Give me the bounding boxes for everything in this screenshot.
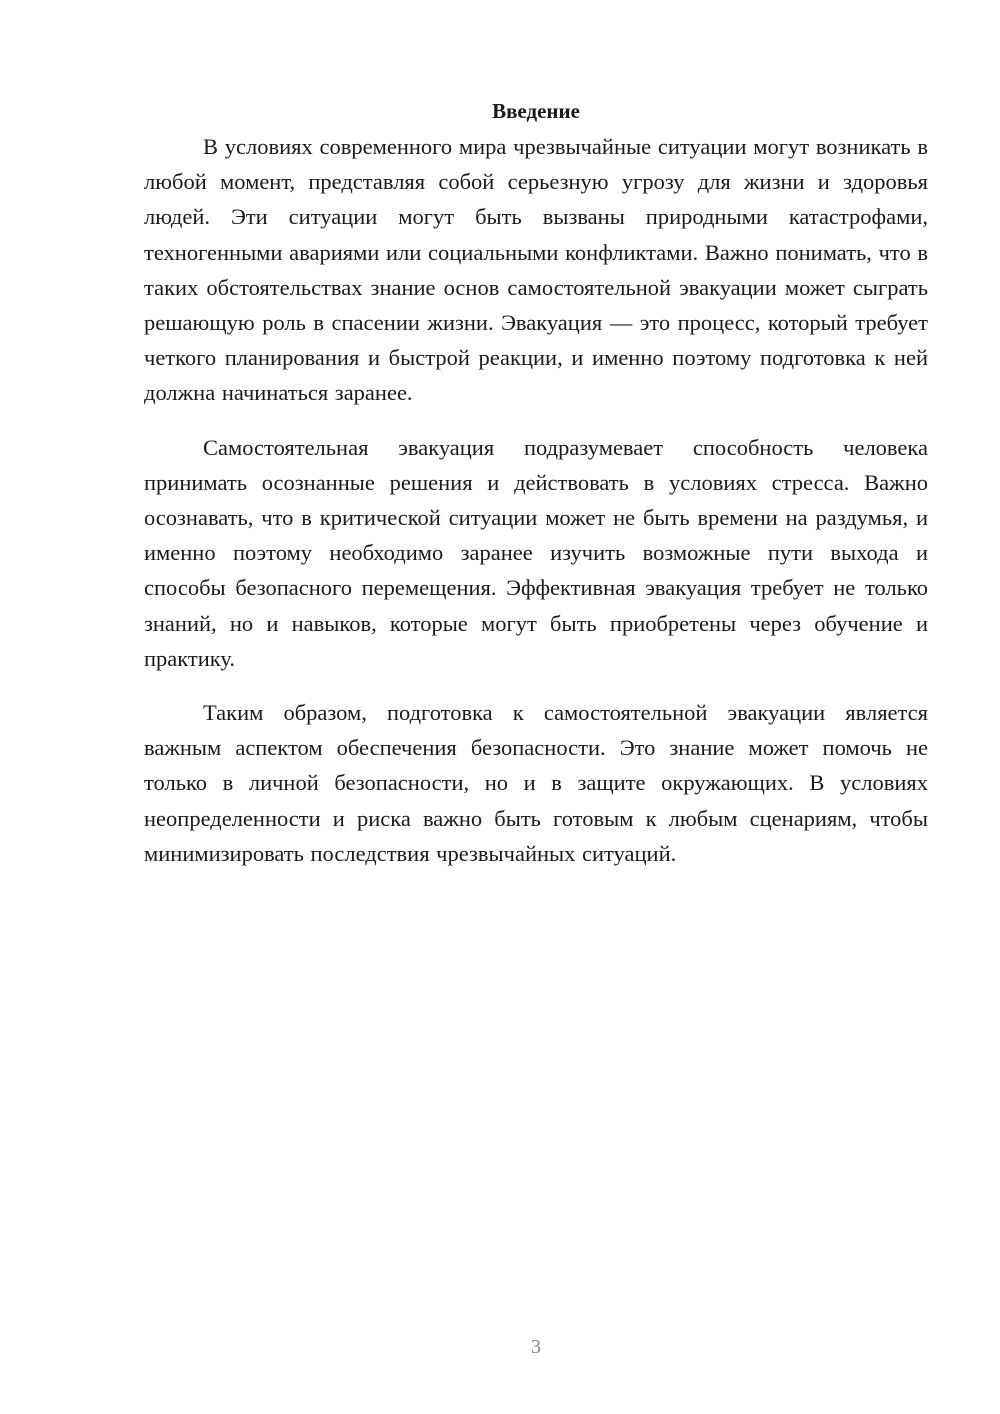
paragraph-3: Таким образом, подготовка к самостоятельной эвакуации является важным аспектом обеспечения безопасности. Это знание может помочь не только в личной безопасности, но и в защите окружающих. В условиях неопределенности и риска важно быть готовым к любым сценариям, чтобы минимизировать последствия чрезвычайных ситуаций. xyxy=(144,700,928,866)
document-body xyxy=(144,94,928,871)
page-number: 3 xyxy=(531,1336,541,1358)
section-heading: Введение xyxy=(492,99,580,123)
paragraph-2: Самостоятельная эвакуация подразумевает способность человека принимать осознанные решения и действовать в условиях стресса. Важно осознавать, что в критической ситуации может не быть времени на раздумья, и именно поэтому необходимо заранее изучить возможные пути выхода и способы безопасного перемещения. Эффективная эвакуация требует не только знаний, но и навыков, которые могут быть приобретены через обучение и практику. xyxy=(144,434,928,671)
paragraph-1: В условиях современного мира чрезвычайные ситуации могут возникать в любой момент, представляя собой серьезную угрозу для жизни и здоровья людей. Эти ситуации могут быть вызваны природными катастрофами, техногенными авариями или социальными конфликтами. Важно понимать, что в таких обстоятельствах знание основ самостоятельной эвакуации может сыграть решающую роль в спасении жизни. Эвакуация — это процесс, который требует четкого планирования и быстрой реакции, и именно поэтому подготовка к ней должна начинаться заранее. xyxy=(144,134,928,406)
